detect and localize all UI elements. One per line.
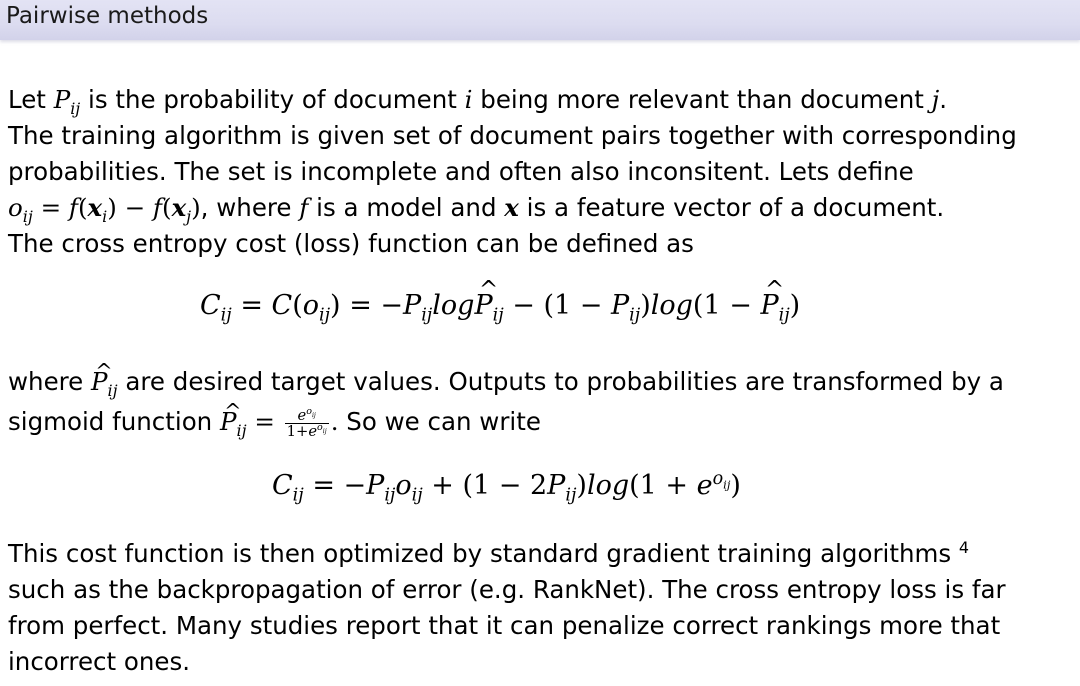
intro-line-4: $o_{ij} = f(x_i) - f(x_j)$, where f is a model and x is a feature vector of a document. [8,193,945,226]
paragraph-intro [8,82,1017,262]
intro-line-3: probabilities. The set is incomplete and often also inconsitent. Lets define [8,157,914,186]
equation-cross-entropy: $C_{ij} = C(o_{ij})$ = $-P_{ij}\log\^{}$ $P_{ij} - (1 - P_{ij})\log(1$ − ^ $P_{ij}$) [200,290,800,321]
conclusion-line-3: from perfect. Many studies report that it can penalize correct rankings more that [8,611,1001,640]
slide-header [0,0,1080,40]
intro-line-5: The cross entropy cost (loss) function can be defined as [8,229,694,258]
sigmoid-line-1: where ^ $P_{ij}$ are desired target values. Outputs to probabilities are transformed by a [8,364,1004,400]
intro-line-2: The training algorithm is given set of document pairs together with corresponding [8,121,1017,150]
slide-title: Pairwise methods [6,3,209,29]
paragraph-sigmoid [8,364,1004,440]
intro-line-1: Let $P_{ij}$ is the probability of document i being more relevant than document j. [8,85,948,118]
oij-definition: $o_{ij} = f(x_i) - f(x_j)$ [8,193,201,226]
conclusion-line-1: This cost function is then optimized by standard gradient training algorithms $^4$ [8,537,970,568]
footnote-marker[interactable]: 4 [958,537,970,557]
conclusion-line-2: such as the backpropagation of error (e.g. RankNet). The cross entropy loss is far [8,575,1006,604]
conclusion-line-4: incorrect ones. [8,647,191,676]
equation-simplified: $C_{ij} = -P_{ij}o_{ij} + (1 - 2P_{ij})\log(1 + e^{o_{ij}})$ [272,469,741,506]
sigmoid-line-2: sigmoid function ^ $P_{ij}$ = $\frac{e^{o_{ij}}}{1+e^{o_{ij}}}$ . So we can write [8,404,1004,440]
paragraph-conclusion [8,536,1006,680]
sigmoid-formula: ^ $P_{ij}$ = $\frac{e^{o_{ij}}}{1+e^{o_{ij}}}$ . [220,407,338,436]
